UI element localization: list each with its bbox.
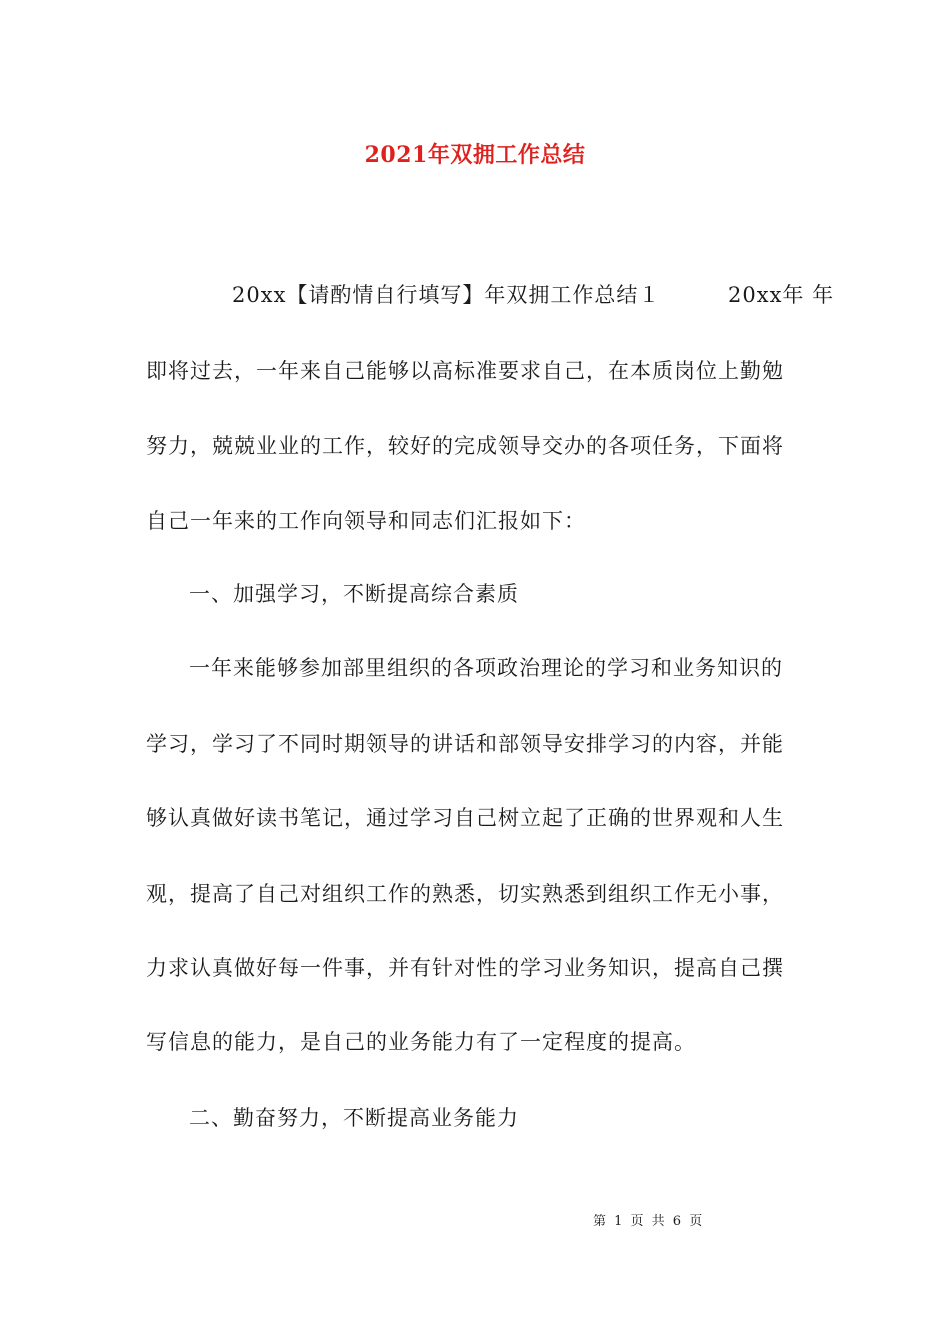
paragraph-line: 够认真做好读书笔记，通过学习自己树立起了正确的世界观和人生 <box>146 806 784 830</box>
paragraph-line: 力求认真做好每一件事，并有针对性的学习业务知识，提高自己撰 <box>146 956 784 980</box>
section-heading: 二、勤奋努力，不断提高业务能力 <box>189 1106 519 1130</box>
document-title: 2021年双拥工作总结 <box>364 142 586 168</box>
paragraph-line: 20xx年 年 <box>728 283 835 307</box>
page-footer: 第 1 页 共 6 页 <box>593 1214 705 1229</box>
section-heading: 一、加强学习，不断提高综合素质 <box>189 582 519 606</box>
paragraph-line: 即将过去，一年来自己能够以高标准要求自己，在本质岗位上勤勉 <box>146 359 784 383</box>
paragraph-line: 努力，兢兢业业的工作，较好的完成领导交办的各项任务，下面将 <box>146 434 784 458</box>
paragraph-line: 观，提高了自己对组织工作的熟悉，切实熟悉到组织工作无小事， <box>146 882 784 906</box>
paragraph-line: 写信息的能力，是自己的业务能力有了一定程度的提高。 <box>146 1030 696 1054</box>
paragraph-line: 一年来能够参加部里组织的各项政治理论的学习和业务知识的 <box>189 656 783 680</box>
paragraph-line: 学习，学习了不同时期领导的讲话和部领导安排学习的内容，并能 <box>146 732 784 756</box>
paragraph-line: 20xx【请酌情自行填写】年双拥工作总结１ <box>232 283 661 307</box>
paragraph-line: 自己一年来的工作向领导和同志们汇报如下： <box>146 509 586 533</box>
